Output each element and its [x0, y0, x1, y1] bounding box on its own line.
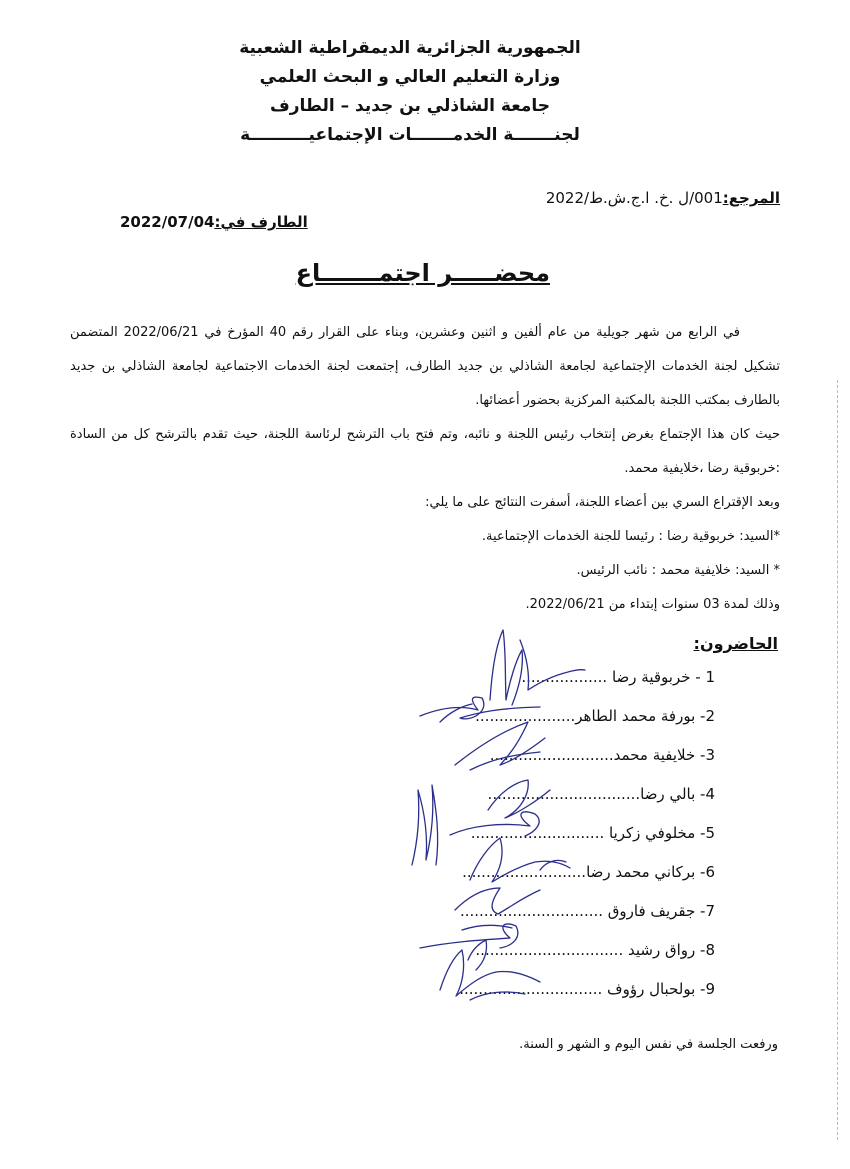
paragraph-vote: وبعد الإقتراع السري بين أعضاء اللجنة، أسفرت النتائج على ما يلي: — [425, 495, 780, 510]
reference-value: 001/ل .خ. ا.ج.ش.ط/2022 — [545, 189, 723, 207]
attendee-row: 6- بركاني محمد رضا.......................... — [462, 863, 715, 881]
document-title: محضـــــر اجتمـــــــاع — [295, 259, 550, 287]
paragraph-intro: في الرابع من شهر جويلية من عام ألفين و اثنين وعشرين، وبناء على القرار رقم 40 المؤرخ في 2022/06/21 المتضمن تشكيل لجنة الخدمات الإجتماعية لجامعة الشاذلي بن جديد الطارف، إجتمعت لجنة الخدمات الاجتماعية لجامعة الشاذلي بن جديد بالطارف بمكتب اللجنة بالمكتبة المركزية بحضور أعضائها. — [70, 325, 780, 408]
attendee-row: 3- خلايفية محمد.......................... — [489, 746, 715, 764]
result-president: *السيد: خربوقية رضا : رئيسا للجنة الخدمات الإجتماعية. — [481, 529, 780, 544]
reference-line — [546, 189, 780, 207]
attendee-row: 9- بولحبال رؤوف .............................. — [459, 980, 715, 998]
header-ministry: وزارة التعليم العالي و البحث العلمي — [259, 67, 561, 87]
attendee-row: 2- بورفة محمد الطاهر..................... — [475, 707, 715, 725]
reference-label: المرجع: — [722, 189, 780, 207]
attendee-row: 4- بالي رضا................................ — [487, 785, 715, 803]
header-university: جامعة الشاذلي بن جديد – الطارف — [269, 96, 550, 116]
place-date-label: الطارف في: — [214, 213, 308, 231]
attendee-row: 7- جقريف فاروق .............................. — [459, 902, 715, 920]
place-date-line — [120, 213, 308, 231]
result-vice-president: * السيد: خلايفية محمد : نائب الرئيس. — [576, 563, 780, 578]
attendee-row: 5- مخلوفي زكريا ............................ — [470, 824, 715, 842]
attendee-row: 1 - خربوقية رضا .................. — [521, 668, 715, 686]
attendees-heading: الحاضرون: — [693, 634, 778, 653]
header-republic: الجمهورية الجزائرية الديمقراطية الشعبية — [239, 38, 581, 58]
meeting-body — [70, 316, 780, 622]
paragraph-duration: وذلك لمدة 03 سنوات إبتداء من 2022/06/21. — [525, 597, 780, 612]
attendees-list — [395, 662, 715, 1013]
place-date-value: 2022/07/04 — [120, 213, 215, 231]
scan-edge-divider — [836, 380, 838, 1140]
paragraph-purpose: حيث كان هذا الإجتماع بغرض إنتخاب رئيس اللجنة و نائبه، وتم فتح باب الترشح لرئاسة اللجنة، حيث تقدم بالترشح كل من السادة :خربوقية رضا ،خلايفية محمد. — [70, 427, 780, 476]
header-committee: لجنـــــــة الخدمـــــــات الإجتماعيــــــــــة — [240, 125, 580, 145]
attendee-row: 8- رواق رشيد ............................... — [475, 941, 715, 959]
document-header — [200, 34, 620, 150]
closing-statement: ورفعت الجلسة في نفس اليوم و الشهر و السنة. — [519, 1037, 778, 1052]
